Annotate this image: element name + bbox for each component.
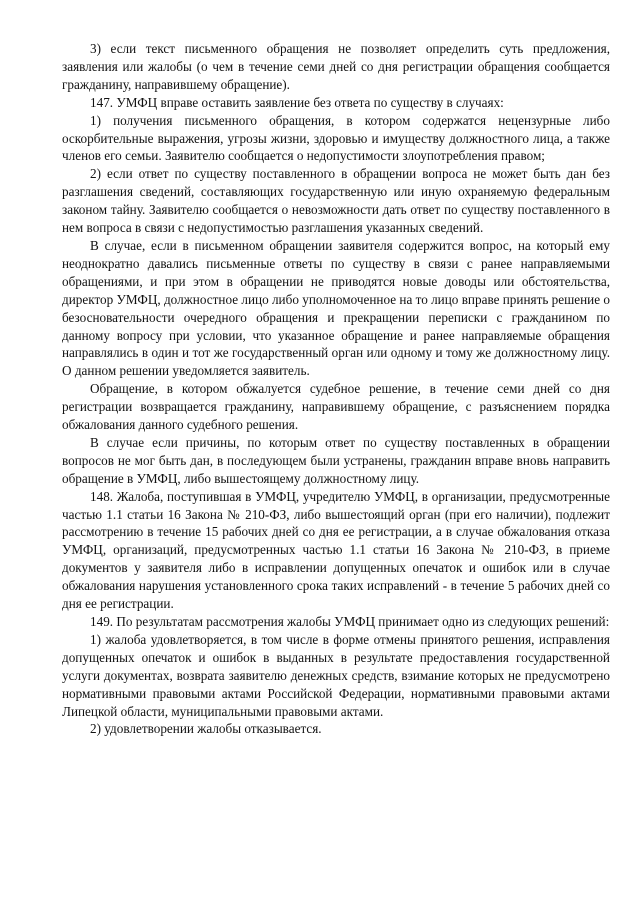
paragraph-repeated-question: В случае, если в письменном обращении заявителя содержится вопрос, на который ему неоднократно давались письменные ответы по существу в связи с ранее направляемыми обращениями, и при этом в обращении не приводятся новые доводы или обстоятельства, директор УМФЦ, должностное лицо либо уполномоченное на то лицо вправе принять решение о безосновательности очередного обращения и прекращении переписки с гражданином по данному вопросу при условии, что указанное обращение и ранее направляемые обращения направлялись в один и тот же государственный орган или одному и тому же должностному лицу. О данном решении уведомляется заявитель. (62, 237, 610, 379)
paragraph-147-heading: 147. УМФЦ вправе оставить заявление без ответа по существу в случаях: (90, 94, 504, 110)
paragraph-148: 148. Жалоба, поступившая в УМФЦ, учредителю УМФЦ, в организации, предусмотренные частью 1.1 статьи 16 Закона № 210-ФЗ, либо вышестоящий орган (при его наличии), подлежит рассмотрению в течение 15 рабочих дней со дня ее регистрации, а в случае обжалования отказа УМФЦ, организаций, предусмотренных частью 1.1 статьи 16 Закона № 210-ФЗ, в приеме документов у заявителя либо в исправлении допущенных опечаток и ошибок или в случае обжалования нарушения установленного срока таких исправлений - в течение 5 рабочих дней со дня ее регистрации. (62, 488, 610, 612)
paragraph-147-item-2: 2) если ответ по существу поставленного в обращении вопроса не может быть дан без разглашения сведений, составляющих государственную или иную охраняемую федеральным законом тайну. Заявителю сообщается о невозможности дать ответ по существу поставленного в нем вопроса в связи с недопустимостью разглашения указанных сведений. (62, 166, 610, 236)
document-page (62, 40, 610, 738)
paragraph-149-heading: 149. По результатам рассмотрения жалобы УМФЦ принимает одно из следующих решений: (90, 614, 610, 629)
paragraph-149-item-1: 1) жалоба удовлетворяется, в том числе в форме отмены принятого решения, исправления допущенных опечаток и ошибок в выданных в результате предоставления государственной услуги документах, возврата заявителю денежных средств, взимание которых не предусмотрено нормативными правовыми актами Российской Федерации, нормативными правовыми актами Липецкой области, муниципальными правовыми актами. (62, 631, 610, 719)
paragraph-court-decision: Обращение, в котором обжалуется судебное решение, в течение семи дней со дня регистрации возвращается гражданину, направившему обращение, с разъяснением порядка обжалования данного судебного решения. (62, 381, 610, 433)
paragraph-reasons-removed: В случае если причины, по которым ответ по существу поставленных в обращении вопросов не мог быть дан, в последующем были устранены, гражданин вправе вновь направить обращение в УМФЦ, либо вышестоящему должностному лицу. (62, 434, 610, 486)
paragraph-149-item-2: 2) удовлетворении жалобы отказывается. (90, 721, 322, 737)
paragraph-147-item-1: 1) получения письменного обращения, в котором содержатся нецензурные либо оскорбительные выражения, угрозы жизни, здоровью и имуществу должностного лица, а также членов его семьи. Заявителю сообщается о недопустимости злоупотребления правом; (62, 112, 610, 164)
paragraph-item-3-text-insufficient: 3) если текст письменного обращения не позволяет определить суть предложения, заявления или жалобы (о чем в течение семи дней со дня регистрации обращения сообщается гражданину, направившему обращение). (62, 41, 610, 92)
